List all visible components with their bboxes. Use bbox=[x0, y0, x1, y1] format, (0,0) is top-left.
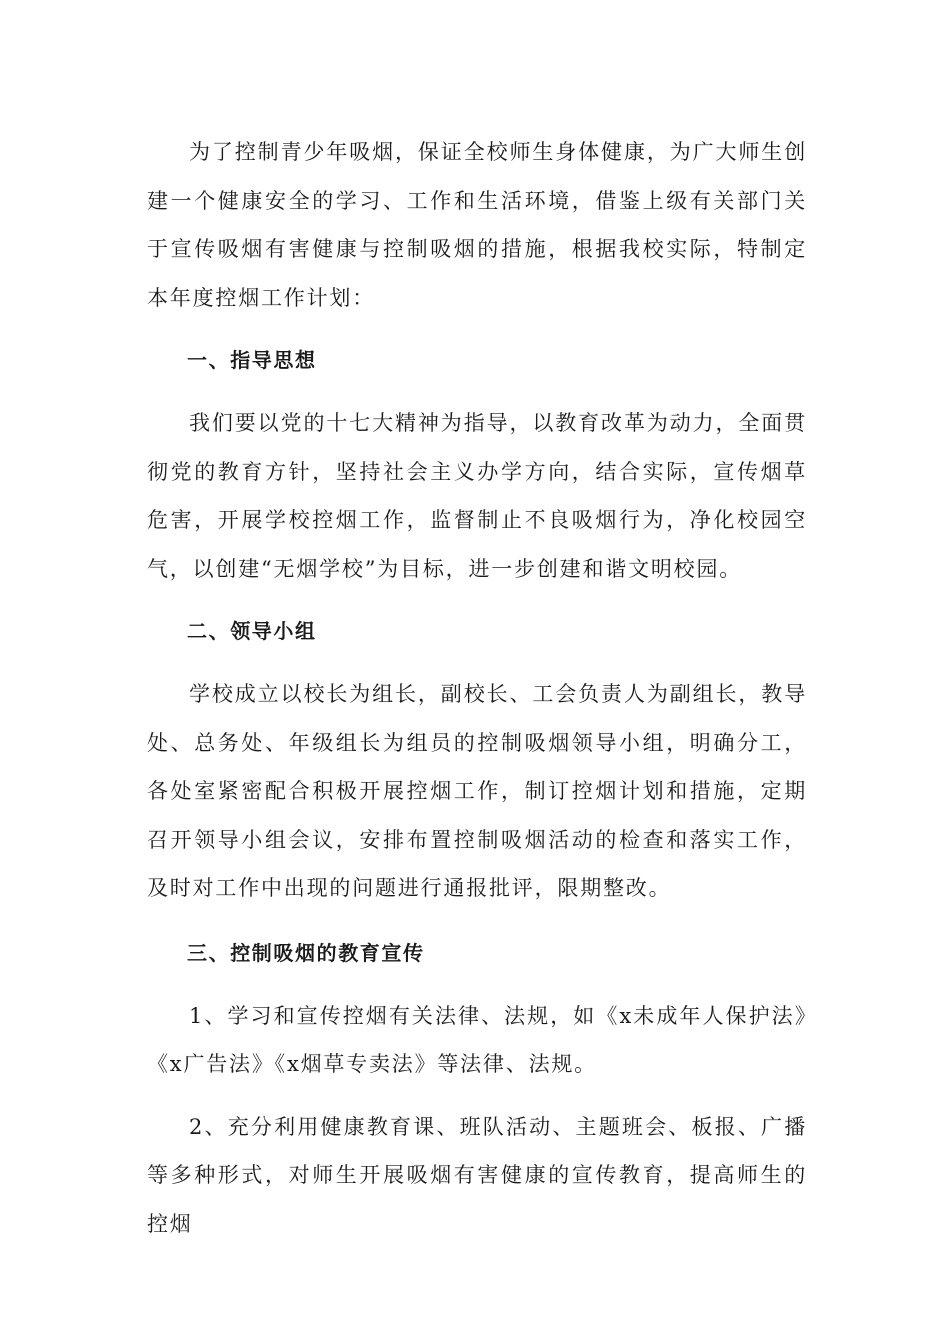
education-item-2: 2、充分利用健康教育课、班队活动、主题班会、板报、广播等多种形式，对师生开展吸烟有害健康的宣传教育，提高师生的控烟 bbox=[147, 1114, 807, 1236]
guiding-ideology-paragraph: 我们要以党的十七大精神为指导，以教育改革为动力，全面贯彻党的教育方针，坚持社会主义办学方向，结合实际，宣传烟草危害，开展学校控烟工作，监督制止不良吸烟行为，净化校园空气，以创建“无烟学校”为目标，进一步创建和谐文明校园。 bbox=[147, 410, 807, 581]
intro-paragraph: 为了控制青少年吸烟，保证全校师生身体健康，为广大师生创建一个健康安全的学习、工作和生活环境，借鉴上级有关部门关于宣传吸烟有害健康与控制吸烟的措施，根据我校实际，特制定本年度控烟工作计划： bbox=[147, 140, 807, 310]
spacer bbox=[147, 913, 807, 929]
section-heading-education-publicity: 三、控制吸烟的教育宣传 bbox=[187, 940, 425, 965]
spacer bbox=[147, 322, 807, 336]
spacer bbox=[147, 978, 807, 992]
spacer bbox=[147, 656, 807, 670]
spacer bbox=[147, 385, 807, 399]
leadership-group-paragraph: 学校成立以校长为组长，副校长、工会负责人为副组长，教导处、总务处、年级组长为组员的控制吸烟领导小组，明确分工，各处室紧密配合积极开展控烟工作，制订控烟计划和措施，定期召开领导小组会议，安排布置控制吸烟活动的检查和落实工作，及时对工作中出现的问题进行通报批评，限期整改。 bbox=[147, 681, 807, 901]
document-body bbox=[147, 128, 807, 1248]
spacer bbox=[147, 593, 807, 607]
education-item-1: 1、学习和宣传控烟有关法律、法规，如《x未成年人保护法》《x广告法》《x烟草专卖法》等法律、法规。 bbox=[147, 1003, 807, 1077]
section-heading-leadership-group: 二、领导小组 bbox=[187, 619, 317, 644]
section-heading-guiding-ideology: 一、指导思想 bbox=[187, 348, 317, 373]
spacer bbox=[147, 1089, 807, 1103]
